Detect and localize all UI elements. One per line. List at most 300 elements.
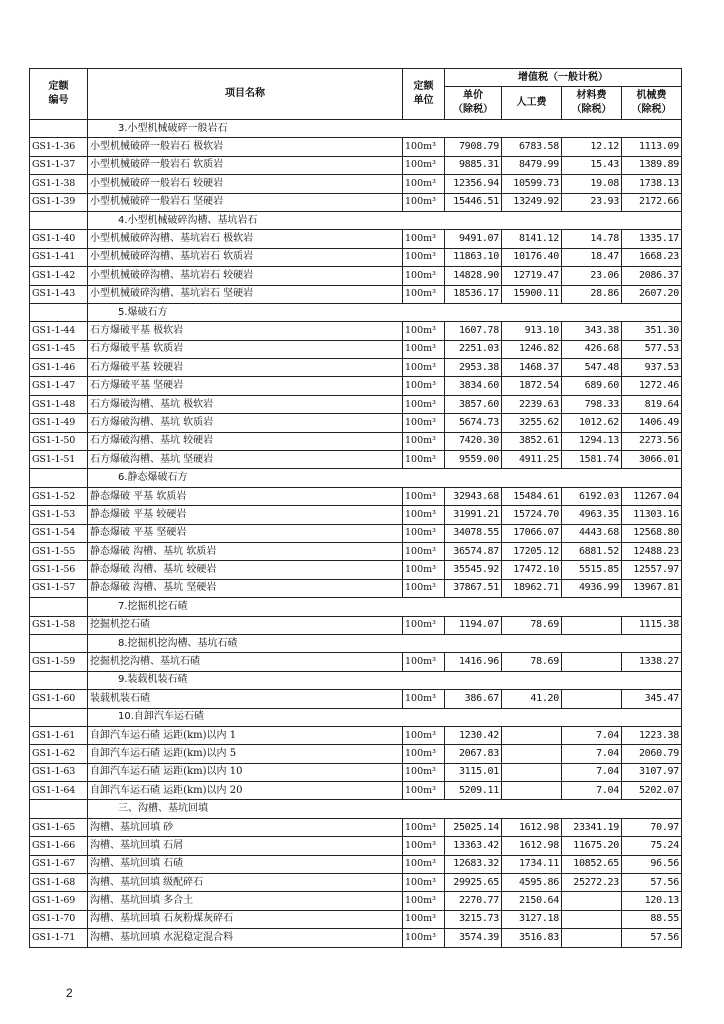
labor-cost <box>502 782 562 800</box>
table-row <box>30 837 682 855</box>
quota-code: GS1-1-43 <box>30 285 88 303</box>
table-row <box>30 542 682 560</box>
item-name: 沟槽、基坑回填 石屑 <box>88 837 403 855</box>
item-name: 小型机械破碎沟槽、基坑岩石 坚硬岩 <box>88 285 403 303</box>
table-row <box>30 763 682 781</box>
labor-cost: 15724.70 <box>502 506 562 524</box>
item-name: 小型机械破碎沟槽、基坑岩石 极软岩 <box>88 230 403 248</box>
quota-unit: 100m³ <box>403 855 445 873</box>
quota-unit: 100m³ <box>403 506 445 524</box>
section-title: 6.静态爆破石方 <box>88 469 682 487</box>
labor-cost: 2150.64 <box>502 892 562 910</box>
unit-price: 31991.21 <box>445 506 502 524</box>
quota-unit: 100m³ <box>403 726 445 744</box>
unit-price: 3574.39 <box>445 929 502 947</box>
quota-code: GS1-1-37 <box>30 156 88 174</box>
labor-cost: 8141.12 <box>502 230 562 248</box>
quota-code: GS1-1-66 <box>30 837 88 855</box>
material-cost: 7.04 <box>562 782 622 800</box>
quota-unit: 100m³ <box>403 175 445 193</box>
quota-code: GS1-1-42 <box>30 267 88 285</box>
section-row <box>30 671 682 689</box>
machine-cost: 1115.38 <box>622 616 682 634</box>
quota-unit: 100m³ <box>403 763 445 781</box>
unit-price: 7908.79 <box>445 138 502 156</box>
labor-cost <box>502 763 562 781</box>
material-cost: 25272.23 <box>562 874 622 892</box>
table-row <box>30 616 682 634</box>
material-cost: 7.04 <box>562 763 622 781</box>
labor-cost: 78.69 <box>502 616 562 634</box>
section-title: 8.挖掘机挖沟槽、基坑石碴 <box>88 634 682 652</box>
machine-cost: 577.53 <box>622 340 682 358</box>
labor-cost: 17066.07 <box>502 524 562 542</box>
item-name: 静态爆破 平基 较硬岩 <box>88 506 403 524</box>
table-row <box>30 487 682 505</box>
unit-price: 35545.92 <box>445 561 502 579</box>
unit-price: 5674.73 <box>445 414 502 432</box>
unit-price: 3857.60 <box>445 395 502 413</box>
labor-cost: 1246.82 <box>502 340 562 358</box>
quota-unit: 100m³ <box>403 267 445 285</box>
section-row <box>30 211 682 229</box>
header-unit: 定额 单位 <box>403 69 445 120</box>
quota-unit: 100m³ <box>403 395 445 413</box>
quota-code: GS1-1-65 <box>30 818 88 836</box>
machine-cost: 1272.46 <box>622 377 682 395</box>
machine-cost: 11303.16 <box>622 506 682 524</box>
item-name: 石方爆破沟槽、基坑 极软岩 <box>88 395 403 413</box>
labor-cost: 1612.98 <box>502 818 562 836</box>
labor-cost: 78.69 <box>502 653 562 671</box>
unit-price: 1607.78 <box>445 322 502 340</box>
unit-price: 25025.14 <box>445 818 502 836</box>
material-cost: 689.60 <box>562 377 622 395</box>
material-cost: 4963.35 <box>562 506 622 524</box>
section-row <box>30 120 682 138</box>
table-row <box>30 230 682 248</box>
quota-unit: 100m³ <box>403 414 445 432</box>
quota-code: GS1-1-47 <box>30 377 88 395</box>
section-code-cell <box>30 800 88 818</box>
item-name: 挖掘机挖石碴 <box>88 616 403 634</box>
machine-cost: 57.56 <box>622 929 682 947</box>
material-cost <box>562 653 622 671</box>
unit-price: 2270.77 <box>445 892 502 910</box>
quota-code: GS1-1-36 <box>30 138 88 156</box>
unit-price: 36574.87 <box>445 542 502 560</box>
table-row <box>30 451 682 469</box>
labor-cost: 12719.47 <box>502 267 562 285</box>
table-row <box>30 248 682 266</box>
labor-cost: 18962.71 <box>502 579 562 597</box>
unit-price: 11863.10 <box>445 248 502 266</box>
labor-cost: 13249.92 <box>502 193 562 211</box>
section-title: 9.装载机装石碴 <box>88 671 682 689</box>
item-name: 石方爆破沟槽、基坑 坚硬岩 <box>88 451 403 469</box>
table-row <box>30 726 682 744</box>
item-name: 自卸汽车运石碴 运距(km)以内 5 <box>88 745 403 763</box>
machine-cost: 2273.56 <box>622 432 682 450</box>
quota-unit: 100m³ <box>403 138 445 156</box>
machine-cost: 1738.13 <box>622 175 682 193</box>
labor-cost: 8479.99 <box>502 156 562 174</box>
table-row <box>30 322 682 340</box>
table-row <box>30 874 682 892</box>
labor-cost: 3127.18 <box>502 910 562 928</box>
material-cost: 14.78 <box>562 230 622 248</box>
table-row <box>30 506 682 524</box>
section-row <box>30 303 682 321</box>
quota-code: GS1-1-39 <box>30 193 88 211</box>
unit-price: 9491.07 <box>445 230 502 248</box>
labor-cost: 6783.58 <box>502 138 562 156</box>
material-cost: 1294.13 <box>562 432 622 450</box>
machine-cost: 75.24 <box>622 837 682 855</box>
machine-cost: 345.47 <box>622 690 682 708</box>
section-row <box>30 634 682 652</box>
quota-code: GS1-1-70 <box>30 910 88 928</box>
section-code-cell <box>30 211 88 229</box>
unit-price: 1416.96 <box>445 653 502 671</box>
machine-cost: 2060.79 <box>622 745 682 763</box>
header-machine: 机械费 （除税） <box>622 87 682 120</box>
quota-code: GS1-1-64 <box>30 782 88 800</box>
machine-cost: 2086.37 <box>622 267 682 285</box>
item-name: 石方爆破平基 软质岩 <box>88 340 403 358</box>
labor-cost: 1612.98 <box>502 837 562 855</box>
unit-price: 2251.03 <box>445 340 502 358</box>
material-cost: 343.38 <box>562 322 622 340</box>
labor-cost: 41.20 <box>502 690 562 708</box>
table-row <box>30 414 682 432</box>
quota-code: GS1-1-38 <box>30 175 88 193</box>
table-row <box>30 524 682 542</box>
quota-unit: 100m³ <box>403 910 445 928</box>
quota-unit: 100m³ <box>403 542 445 560</box>
item-name: 小型机械破碎一般岩石 坚硬岩 <box>88 193 403 211</box>
item-name: 小型机械破碎一般岩石 软质岩 <box>88 156 403 174</box>
unit-price: 9559.00 <box>445 451 502 469</box>
header-name: 项目名称 <box>88 69 403 120</box>
unit-price: 32943.68 <box>445 487 502 505</box>
item-name: 沟槽、基坑回填 水泥稳定混合料 <box>88 929 403 947</box>
labor-cost <box>502 745 562 763</box>
table-row <box>30 929 682 947</box>
labor-cost: 1468.37 <box>502 359 562 377</box>
machine-cost: 11267.04 <box>622 487 682 505</box>
section-title: 3.小型机械破碎一般岩石 <box>88 120 682 138</box>
quota-unit: 100m³ <box>403 892 445 910</box>
labor-cost: 913.10 <box>502 322 562 340</box>
machine-cost: 88.55 <box>622 910 682 928</box>
quota-unit: 100m³ <box>403 156 445 174</box>
item-name: 沟槽、基坑回填 级配碎石 <box>88 874 403 892</box>
table-row <box>30 432 682 450</box>
quota-code: GS1-1-55 <box>30 542 88 560</box>
material-cost: 798.33 <box>562 395 622 413</box>
page-number: 2 <box>66 986 73 1000</box>
quota-unit: 100m³ <box>403 432 445 450</box>
table-header <box>30 69 682 120</box>
machine-cost: 1335.17 <box>622 230 682 248</box>
material-cost <box>562 892 622 910</box>
item-name: 静态爆破 平基 软质岩 <box>88 487 403 505</box>
machine-cost: 12488.23 <box>622 542 682 560</box>
table-row <box>30 855 682 873</box>
quota-code: GS1-1-54 <box>30 524 88 542</box>
quota-unit: 100m³ <box>403 193 445 211</box>
unit-price: 37867.51 <box>445 579 502 597</box>
material-cost: 547.48 <box>562 359 622 377</box>
section-code-cell <box>30 634 88 652</box>
material-cost: 28.86 <box>562 285 622 303</box>
quota-code: GS1-1-58 <box>30 616 88 634</box>
item-name: 静态爆破 平基 坚硬岩 <box>88 524 403 542</box>
table-row <box>30 910 682 928</box>
table-row <box>30 138 682 156</box>
item-name: 自卸汽车运石碴 运距(km)以内 1 <box>88 726 403 744</box>
material-cost: 7.04 <box>562 726 622 744</box>
material-cost: 7.04 <box>562 745 622 763</box>
unit-price: 15446.51 <box>445 193 502 211</box>
labor-cost: 3516.83 <box>502 929 562 947</box>
unit-price: 34078.55 <box>445 524 502 542</box>
material-cost: 6192.03 <box>562 487 622 505</box>
section-code-cell <box>30 671 88 689</box>
labor-cost: 1872.54 <box>502 377 562 395</box>
quota-unit: 100m³ <box>403 616 445 634</box>
unit-price: 12683.32 <box>445 855 502 873</box>
table-row <box>30 156 682 174</box>
material-cost: 4443.68 <box>562 524 622 542</box>
unit-price: 3115.01 <box>445 763 502 781</box>
labor-cost: 1734.11 <box>502 855 562 873</box>
quota-unit: 100m³ <box>403 487 445 505</box>
material-cost: 4936.99 <box>562 579 622 597</box>
labor-cost <box>502 726 562 744</box>
machine-cost: 1668.23 <box>622 248 682 266</box>
quota-unit: 100m³ <box>403 929 445 947</box>
material-cost: 426.68 <box>562 340 622 358</box>
quota-code: GS1-1-60 <box>30 690 88 708</box>
labor-cost: 4595.86 <box>502 874 562 892</box>
machine-cost: 1406.49 <box>622 414 682 432</box>
item-name: 静态爆破 沟槽、基坑 软质岩 <box>88 542 403 560</box>
machine-cost: 1389.89 <box>622 156 682 174</box>
quota-code: GS1-1-44 <box>30 322 88 340</box>
header-material: 材料费 （除税） <box>562 87 622 120</box>
header-code: 定额 编号 <box>30 69 88 120</box>
item-name: 自卸汽车运石碴 运距(km)以内 10 <box>88 763 403 781</box>
section-code-cell <box>30 708 88 726</box>
machine-cost: 120.13 <box>622 892 682 910</box>
table-row <box>30 285 682 303</box>
item-name: 小型机械破碎沟槽、基坑岩石 较硬岩 <box>88 267 403 285</box>
item-name: 石方爆破平基 坚硬岩 <box>88 377 403 395</box>
quota-unit: 100m³ <box>403 818 445 836</box>
quota-unit: 100m³ <box>403 653 445 671</box>
quota-code: GS1-1-50 <box>30 432 88 450</box>
machine-cost: 937.53 <box>622 359 682 377</box>
quota-unit: 100m³ <box>403 561 445 579</box>
labor-cost: 4911.25 <box>502 451 562 469</box>
table-row <box>30 690 682 708</box>
table-row <box>30 579 682 597</box>
item-name: 装载机装石碴 <box>88 690 403 708</box>
unit-price: 9885.31 <box>445 156 502 174</box>
quota-table <box>29 68 682 948</box>
material-cost: 11675.20 <box>562 837 622 855</box>
quota-unit: 100m³ <box>403 745 445 763</box>
unit-price: 3834.60 <box>445 377 502 395</box>
material-cost <box>562 929 622 947</box>
machine-cost: 2607.20 <box>622 285 682 303</box>
quota-unit: 100m³ <box>403 524 445 542</box>
unit-price: 7420.30 <box>445 432 502 450</box>
section-title: 7.挖掘机挖石碴 <box>88 598 682 616</box>
item-name: 石方爆破平基 极软岩 <box>88 322 403 340</box>
material-cost: 19.08 <box>562 175 622 193</box>
quota-code: GS1-1-62 <box>30 745 88 763</box>
item-name: 沟槽、基坑回填 砂 <box>88 818 403 836</box>
machine-cost: 12557.97 <box>622 561 682 579</box>
machine-cost: 3066.01 <box>622 451 682 469</box>
machine-cost: 1223.38 <box>622 726 682 744</box>
quota-code: GS1-1-48 <box>30 395 88 413</box>
quota-code: GS1-1-57 <box>30 579 88 597</box>
material-cost: 15.43 <box>562 156 622 174</box>
labor-cost: 15484.61 <box>502 487 562 505</box>
quota-code: GS1-1-56 <box>30 561 88 579</box>
unit-price: 2067.83 <box>445 745 502 763</box>
quota-unit: 100m³ <box>403 837 445 855</box>
item-name: 沟槽、基坑回填 石灰粉煤灰碎石 <box>88 910 403 928</box>
labor-cost: 10599.73 <box>502 175 562 193</box>
unit-price: 386.67 <box>445 690 502 708</box>
machine-cost: 3107.97 <box>622 763 682 781</box>
material-cost: 23341.19 <box>562 818 622 836</box>
unit-price: 12356.94 <box>445 175 502 193</box>
quota-unit: 100m³ <box>403 248 445 266</box>
labor-cost: 2239.63 <box>502 395 562 413</box>
table-row <box>30 395 682 413</box>
section-code-cell <box>30 303 88 321</box>
unit-price: 29925.65 <box>445 874 502 892</box>
quota-unit: 100m³ <box>403 874 445 892</box>
machine-cost: 351.30 <box>622 322 682 340</box>
quota-code: GS1-1-67 <box>30 855 88 873</box>
machine-cost: 2172.66 <box>622 193 682 211</box>
table-body <box>30 120 682 948</box>
quota-code: GS1-1-59 <box>30 653 88 671</box>
material-cost: 18.47 <box>562 248 622 266</box>
quota-unit: 100m³ <box>403 285 445 303</box>
quota-code: GS1-1-61 <box>30 726 88 744</box>
quota-unit: 100m³ <box>403 340 445 358</box>
table-row <box>30 193 682 211</box>
material-cost: 23.06 <box>562 267 622 285</box>
quota-code: GS1-1-68 <box>30 874 88 892</box>
section-code-cell <box>30 120 88 138</box>
material-cost: 23.93 <box>562 193 622 211</box>
table-row <box>30 340 682 358</box>
machine-cost: 70.97 <box>622 818 682 836</box>
table-row <box>30 653 682 671</box>
item-name: 石方爆破沟槽、基坑 较硬岩 <box>88 432 403 450</box>
section-row <box>30 708 682 726</box>
item-name: 沟槽、基坑回填 多合土 <box>88 892 403 910</box>
labor-cost: 15900.11 <box>502 285 562 303</box>
table-row <box>30 175 682 193</box>
material-cost <box>562 690 622 708</box>
item-name: 小型机械破碎一般岩石 较硬岩 <box>88 175 403 193</box>
machine-cost: 5202.07 <box>622 782 682 800</box>
section-title: 4.小型机械破碎沟槽、基坑岩石 <box>88 211 682 229</box>
header-labor: 人工费 <box>502 87 562 120</box>
unit-price: 13363.42 <box>445 837 502 855</box>
quota-code: GS1-1-41 <box>30 248 88 266</box>
labor-cost: 10176.40 <box>502 248 562 266</box>
item-name: 静态爆破 沟槽、基坑 较硬岩 <box>88 561 403 579</box>
table-row <box>30 267 682 285</box>
machine-cost: 96.56 <box>622 855 682 873</box>
quota-unit: 100m³ <box>403 690 445 708</box>
material-cost: 1581.74 <box>562 451 622 469</box>
table-row <box>30 359 682 377</box>
labor-cost: 3255.62 <box>502 414 562 432</box>
section-row <box>30 469 682 487</box>
unit-price: 14828.90 <box>445 267 502 285</box>
unit-price: 3215.73 <box>445 910 502 928</box>
item-name: 自卸汽车运石碴 运距(km)以内 20 <box>88 782 403 800</box>
quota-code: GS1-1-53 <box>30 506 88 524</box>
quota-code: GS1-1-63 <box>30 763 88 781</box>
section-row <box>30 598 682 616</box>
table-row <box>30 892 682 910</box>
labor-cost: 3852.61 <box>502 432 562 450</box>
labor-cost: 17205.12 <box>502 542 562 560</box>
quota-code: GS1-1-52 <box>30 487 88 505</box>
header-price: 单价 （除税） <box>445 87 502 120</box>
item-name: 小型机械破碎一般岩石 极软岩 <box>88 138 403 156</box>
item-name: 石方爆破沟槽、基坑 软质岩 <box>88 414 403 432</box>
quota-code: GS1-1-71 <box>30 929 88 947</box>
quota-code: GS1-1-40 <box>30 230 88 248</box>
section-code-cell <box>30 598 88 616</box>
table-row <box>30 818 682 836</box>
header-vat-group: 增值税（一般计税） <box>445 69 682 87</box>
quota-unit: 100m³ <box>403 230 445 248</box>
table-row <box>30 561 682 579</box>
quota-code: GS1-1-69 <box>30 892 88 910</box>
material-cost: 1012.62 <box>562 414 622 432</box>
machine-cost: 13967.81 <box>622 579 682 597</box>
section-title: 10.自卸汽车运石碴 <box>88 708 682 726</box>
unit-price: 2953.38 <box>445 359 502 377</box>
machine-cost: 1338.27 <box>622 653 682 671</box>
quota-code: GS1-1-51 <box>30 451 88 469</box>
unit-price: 5209.11 <box>445 782 502 800</box>
machine-cost: 57.56 <box>622 874 682 892</box>
item-name: 挖掘机挖沟槽、基坑石碴 <box>88 653 403 671</box>
quota-unit: 100m³ <box>403 377 445 395</box>
quota-unit: 100m³ <box>403 322 445 340</box>
item-name: 石方爆破平基 较硬岩 <box>88 359 403 377</box>
material-cost: 10852.65 <box>562 855 622 873</box>
unit-price: 1194.07 <box>445 616 502 634</box>
item-name: 静态爆破 沟槽、基坑 坚硬岩 <box>88 579 403 597</box>
